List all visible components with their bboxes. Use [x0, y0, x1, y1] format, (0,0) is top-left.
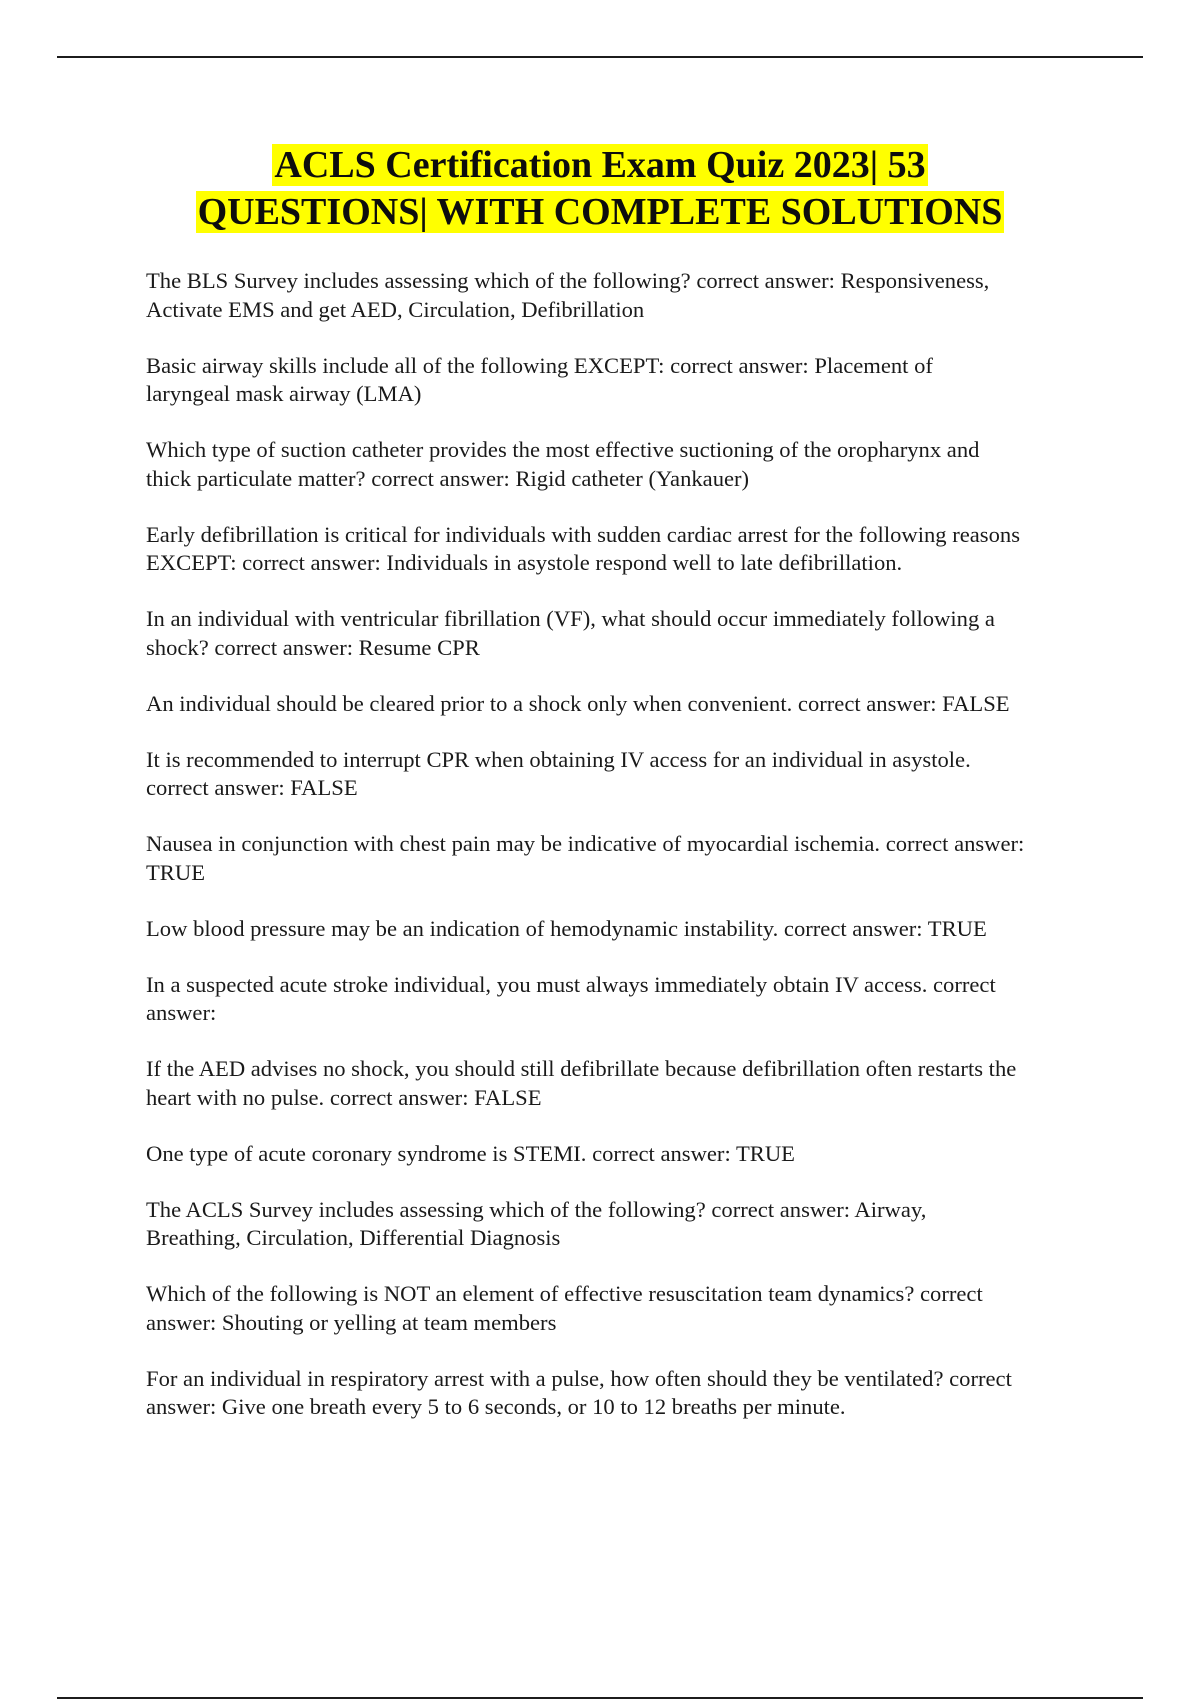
- qa-text-line-1: Low blood pressure may be an indication of hemodynamic instability. correct answer: TRUE: [146, 915, 987, 941]
- qa-text-line-2: heart with no pulse. correct answer: FALSE: [146, 1084, 542, 1110]
- qa-text-line-2: correct answer: FALSE: [146, 775, 358, 800]
- qa-item: [146, 915, 1096, 944]
- title-line-2: QUESTIONS| WITH COMPLETE SOLUTIONS: [197, 191, 1003, 233]
- qa-item: [146, 521, 1096, 578]
- qa-item: [146, 352, 1096, 409]
- qa-text-line-2: EXCEPT: correct answer: Individuals in asystole respond well to late defibrillation.: [146, 550, 903, 575]
- qa-text-line-2: Activate EMS and get AED, Circulation, Defibrillation: [146, 296, 645, 322]
- title-line-1: ACLS Certification Exam Quiz 2023| 53: [274, 144, 926, 186]
- document-title: [0, 142, 1200, 236]
- qa-text-line-2: Breathing, Circulation, Differential Diagnosis: [146, 1225, 561, 1250]
- qa-text-line-1: The ACLS Survey includes assessing which of the following? correct answer: Airway,: [146, 1196, 927, 1222]
- qa-item: [146, 1280, 1096, 1337]
- qa-text-line-1: Which of the following is NOT an element of effective resuscitation team dynamics? correct: [146, 1281, 983, 1306]
- qa-item: [146, 1140, 1096, 1169]
- qa-text-line-2: laryngeal mask airway (LMA): [146, 381, 422, 406]
- qa-item: [146, 267, 1096, 324]
- qa-item: [146, 690, 1096, 719]
- qa-item: [146, 436, 1096, 493]
- qa-list: [146, 267, 1096, 1449]
- qa-text-line-2: answer:: [146, 1000, 217, 1025]
- qa-text-line-1: For an individual in respiratory arrest with a pulse, how often should they be ventilated? correct: [146, 1365, 1012, 1391]
- qa-text-line-2: TRUE: [146, 859, 205, 885]
- qa-text-line-1: The BLS Survey includes assessing which of the following? correct answer: Responsiveness,: [146, 268, 990, 293]
- qa-text-line-1: An individual should be cleared prior to a shock only when convenient. correct answer: FALSE: [146, 690, 1010, 716]
- qa-text-line-1: If the AED advises no shock, you should still defibrillate because defibrillation often restarts the: [146, 1056, 1017, 1081]
- qa-text-line-1: In a suspected acute stroke individual, you must always immediately obtain IV access. correct: [146, 971, 996, 997]
- qa-text-line-2: answer: Shouting or yelling at team members: [146, 1309, 557, 1335]
- qa-text-line-1: One type of acute coronary syndrome is STEMI. correct answer: TRUE: [146, 1140, 795, 1166]
- qa-item: [146, 746, 1096, 803]
- top-rule: [57, 56, 1143, 58]
- bottom-rule: [57, 1697, 1143, 1699]
- qa-item: [146, 1365, 1096, 1422]
- qa-text-line-1: Nausea in conjunction with chest pain may be indicative of myocardial ischemia. correct answer:: [146, 831, 1025, 856]
- qa-text-line-1: Which type of suction catheter provides the most effective suctioning of the oropharynx and: [146, 437, 980, 462]
- qa-text-line-2: answer: Give one breath every 5 to 6 seconds, or 10 to 12 breaths per minute.: [146, 1394, 846, 1419]
- qa-item: [146, 830, 1096, 887]
- qa-item: [146, 605, 1096, 662]
- qa-text-line-1: Early defibrillation is critical for individuals with sudden cardiac arrest for the following reasons: [146, 521, 1020, 547]
- qa-text-line-1: Basic airway skills include all of the following EXCEPT: correct answer: Placement of: [146, 352, 933, 378]
- qa-item: [146, 1055, 1096, 1112]
- qa-text-line-2: shock? correct answer: Resume CPR: [146, 634, 480, 660]
- qa-item: [146, 1196, 1096, 1253]
- qa-text-line-2: thick particulate matter? correct answer: Rigid catheter (Yankauer): [146, 465, 750, 491]
- qa-text-line-1: It is recommended to interrupt CPR when obtaining IV access for an individual in asystole.: [146, 746, 971, 772]
- qa-text-line-1: In an individual with ventricular fibrillation (VF), what should occur immediately following a: [146, 606, 995, 631]
- qa-item: [146, 971, 1096, 1028]
